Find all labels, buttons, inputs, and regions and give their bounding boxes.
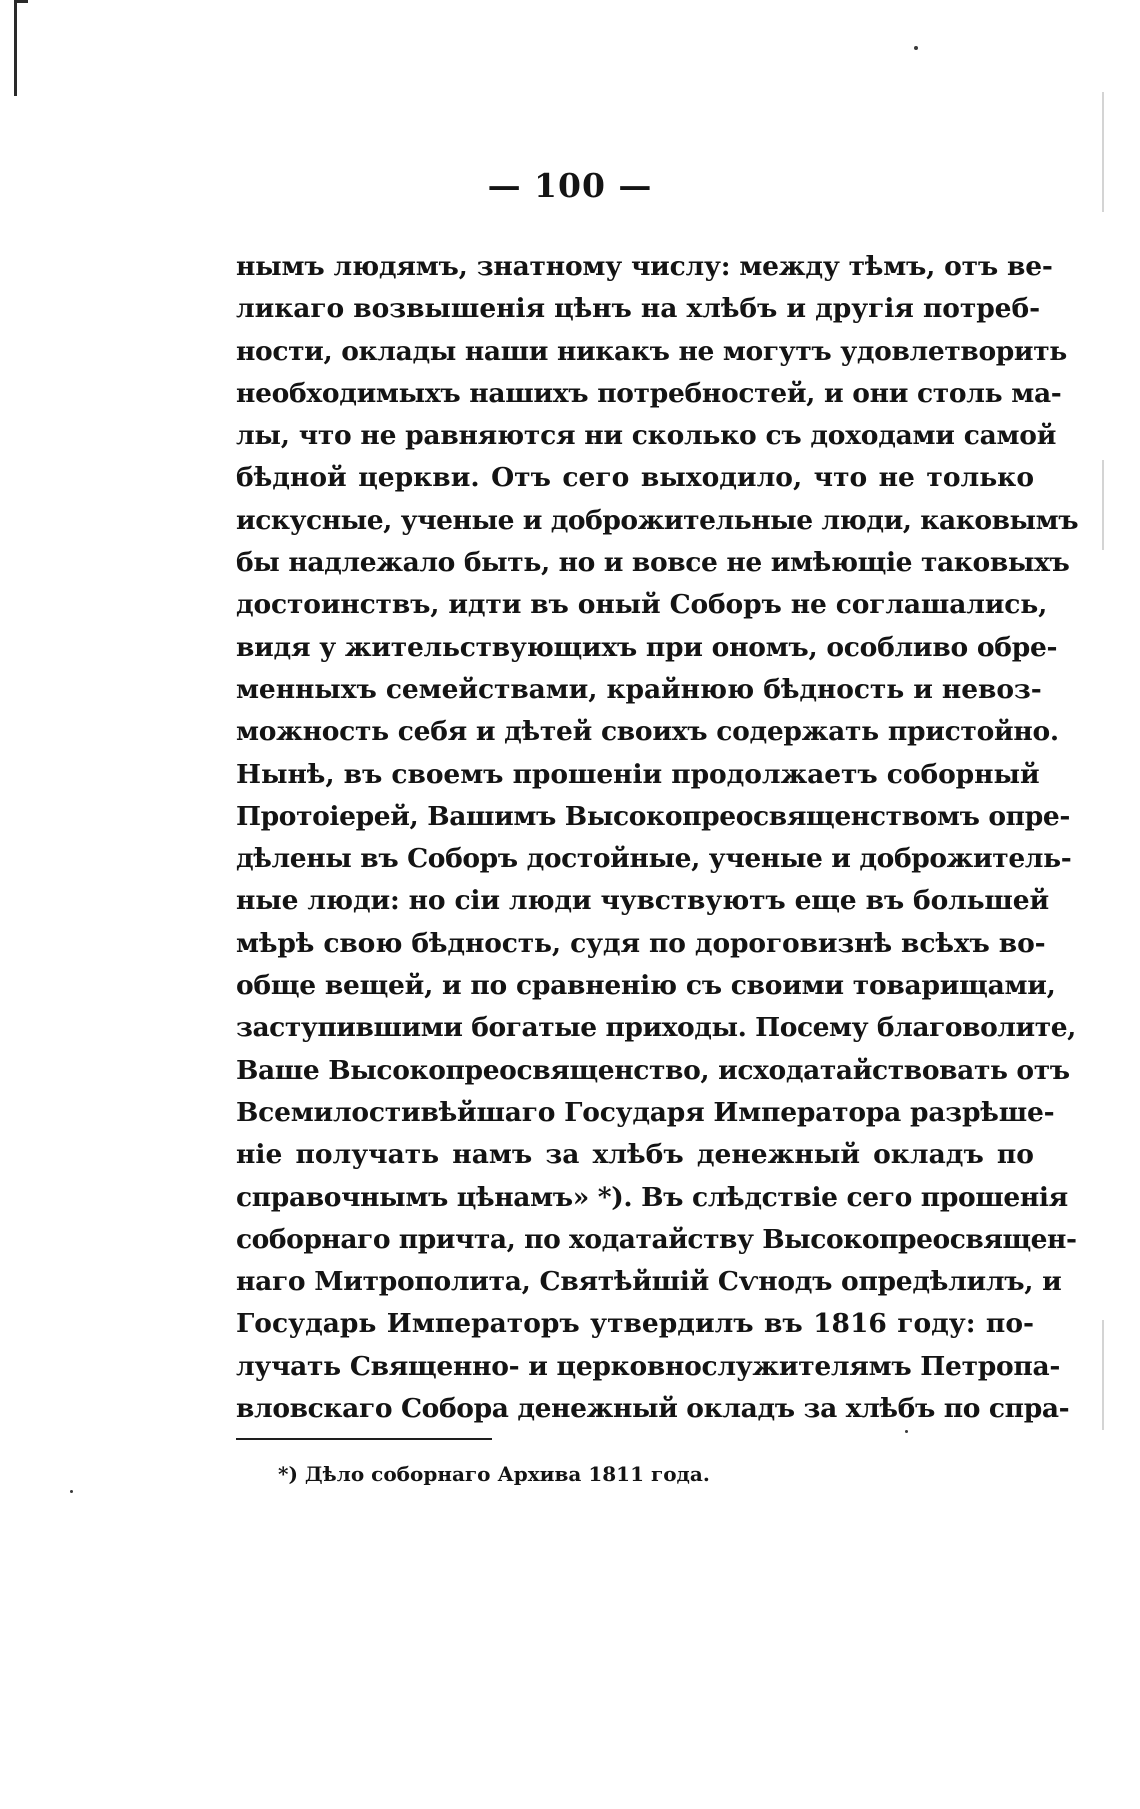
text-line: менныхъ семействами, крайнюю бѣдность и невоз- <box>236 673 1042 705</box>
scan-right-edge-shadow <box>1102 460 1104 550</box>
text-line: Государь Императоръ утвердилъ въ 1816 году: по- <box>236 1308 1034 1340</box>
text-line: можность себя и дѣтей своихъ содержать пристойно. <box>236 716 1059 748</box>
footnote-divider <box>236 1438 492 1440</box>
scan-speck <box>914 46 918 50</box>
page-number: — 100 — <box>487 166 653 205</box>
text-line: искусные, ученые и доброжительные люди, каковымъ <box>236 504 1079 536</box>
text-line: дѣлены въ Соборъ достойные, ученые и доброжитель- <box>236 843 1072 875</box>
text-line: наго Митрополита, Святѣйшій Сѵнодъ опредѣлилъ, и <box>236 1266 1062 1298</box>
text-line: обще вещей, и по сравненію съ своими товарищами, <box>236 970 1056 1002</box>
scan-edge-mark <box>14 0 17 96</box>
text-line: Нынѣ, въ своемъ прошеніи продолжаетъ соборный <box>236 758 1040 790</box>
footnote: *) Дѣло соборнаго Архива 1811 года. <box>278 1462 710 1486</box>
text-line: ности, оклады наши никакъ не могутъ удовлетворить <box>236 335 1067 367</box>
text-line: бы надлежало быть, но и вовсе не имѣющіе таковыхъ <box>236 547 1070 579</box>
text-line: заступившими богатые приходы. Посему благоволите, <box>236 1012 1076 1044</box>
text-line: ные люди: но сіи люди чувствуютъ еще въ большей <box>236 885 1049 917</box>
text-line: ніе получать намъ за хлѣбъ денежный окладъ по <box>236 1139 1034 1171</box>
text-line: Всемилостивѣйшаго Государя Императора разрѣше- <box>236 1096 1055 1128</box>
text-line: соборнаго причта, по ходатайству Высокопреосвящен- <box>236 1223 1077 1255</box>
text-line: вловскаго Собора денежный окладъ за хлѣбъ по спра- <box>236 1393 1070 1425</box>
scan-speck <box>905 1430 908 1433</box>
body-text <box>236 246 1079 1430</box>
text-line: лучать Священно- и церковнослужителямъ Петропа- <box>236 1350 1061 1382</box>
text-line: необходимыхъ нашихъ потребностей, и они столь ма- <box>236 377 1062 409</box>
text-line: справочнымъ цѣнамъ» *). Въ слѣдствіе сего прошенія <box>236 1181 1068 1213</box>
text-line: Ваше Высокопреосвященство, исходатайствовать отъ <box>236 1054 1070 1086</box>
text-line: бѣдной церкви. Отъ сего выходило, что не только <box>236 462 1034 494</box>
scan-edge-mark-hook <box>14 0 28 3</box>
text-line: видя у жительствующихъ при ономъ, особливо обре- <box>236 631 1058 663</box>
text-line: ликаго возвышенія цѣнъ на хлѣбъ и другія потреб- <box>236 293 1041 325</box>
text-line: лы, что не равняются ни сколько съ доходами самой <box>236 420 1057 452</box>
text-line: мѣрѣ свою бѣдность, судя по дороговизнѣ всѣхъ во- <box>236 927 1046 959</box>
scan-speck <box>70 1490 73 1493</box>
scan-right-edge-shadow <box>1102 1320 1104 1430</box>
text-line: Протоіерей, Вашимъ Высокопреосвященствомъ опре- <box>236 800 1070 832</box>
text-line: нымъ людямъ, знатному числу: между тѣмъ, отъ ве- <box>236 251 1053 282</box>
text-line: достоинствъ, идти въ оный Соборъ не соглашались, <box>236 589 1048 621</box>
